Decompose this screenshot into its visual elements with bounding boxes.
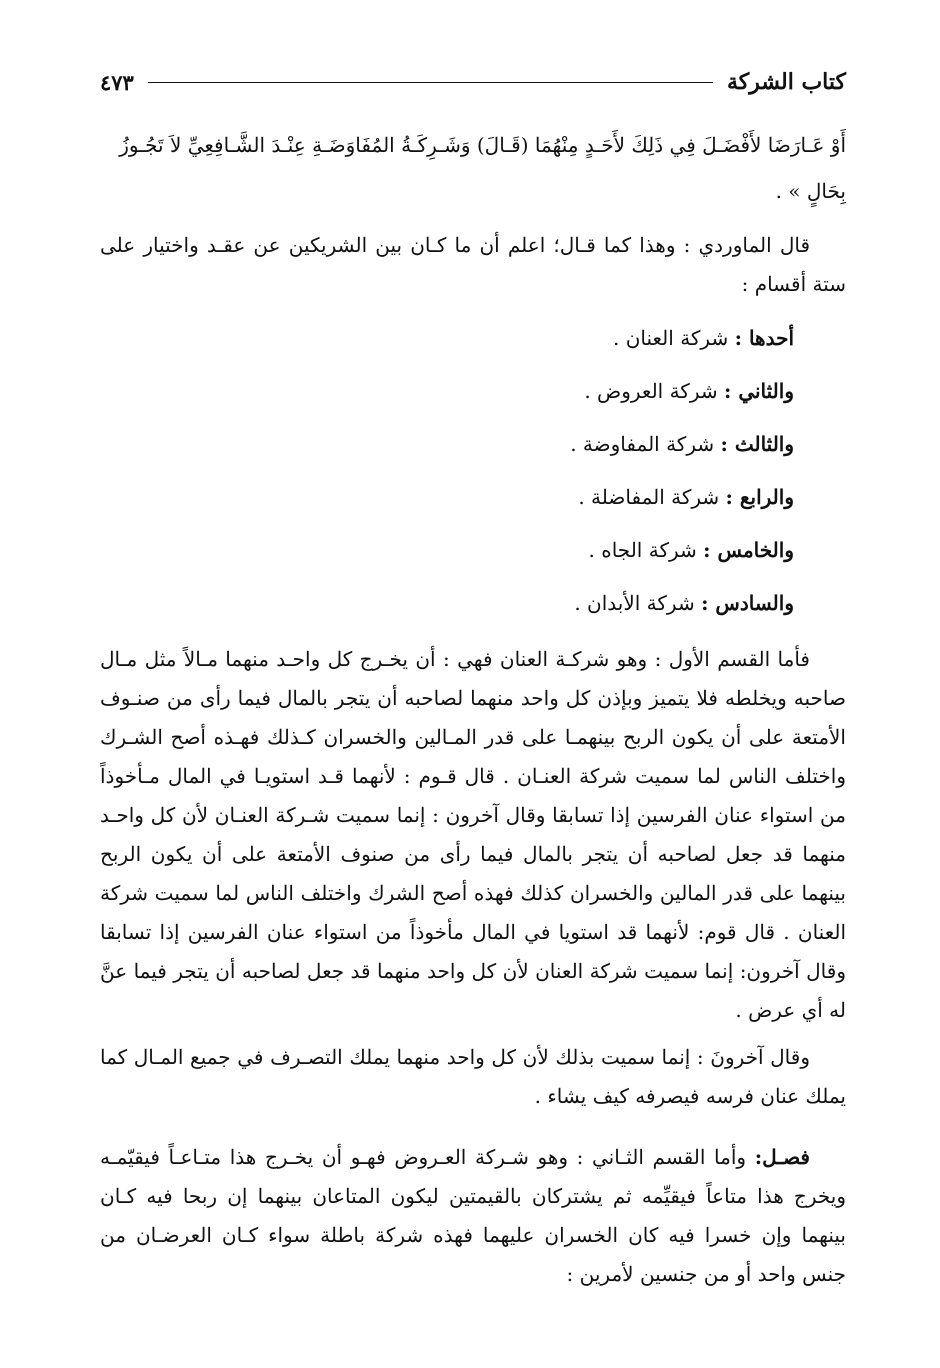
list-item <box>100 577 794 630</box>
page-number: ٤٧٣ <box>100 69 134 95</box>
list-item-text: شركة العنان . <box>613 326 729 350</box>
list-item-label: والخامس : <box>703 538 794 562</box>
list-item-label: والثالث : <box>720 432 794 456</box>
quote-line-1: أَوْ عَـارَضَا لأَفْضَـلَ فِي ذَلِكَ لأَحَـدٍ مِنْهُمَا (قَـالَ) وَشَـرِكَـةُ المُفَاوَضَـةِ عِنْـدَ الشَّـافِعِيِّ لاَ تَجُـوزُ <box>119 133 846 157</box>
list-item-label: أحدها : <box>734 326 794 350</box>
list-item-text: شركة الجاه . <box>588 538 697 562</box>
section-paragraph <box>100 1138 846 1294</box>
list-item <box>100 312 794 365</box>
list-item-label: والرابع : <box>725 485 794 509</box>
page-body <box>100 122 846 1302</box>
header-rule <box>148 82 713 83</box>
section-label: فصـل: <box>754 1145 810 1169</box>
list-item-text: شركة المفاضلة . <box>578 485 720 509</box>
list-item-label: والثاني : <box>723 379 794 403</box>
list-item-text: شركة العروض . <box>584 379 718 403</box>
list-item-text: شركة المفاوضة . <box>570 432 715 456</box>
list-item-label: والسادس : <box>701 591 794 615</box>
running-header <box>100 62 846 102</box>
intro-paragraph: قال الماوردي : وهذا كما قـال؛ اعلم أن ما كـان بين الشريكين عن عقـد واختيار على ستة أقسام : <box>100 233 846 296</box>
list-item <box>100 524 794 577</box>
other-opinion-paragraph: وقال آخرونَ : إنما سميت بذلك لأن كل واحد منهما يملك التصـرف في جميع المـال كما يملك عنان فرسه فيصرفه كيف يشاء . <box>100 1045 846 1108</box>
matn-quote <box>100 122 846 214</box>
list-item <box>100 365 794 418</box>
section-text: وأما القسم الثـاني : وهو شـركة العـروض فهـو أن يخـرج هذا متـاعـاً فيقيّمـه ويخرج هذا متاعاً فيقيِّمه ثم يشتركان بالقيمتين ليكون المتاعان بينهما إن ربحا فيه كـان بينهما وإن خسرا فيه كان الخسران عليهما فهذه شركة باطلة سواء كـان العرضـان من جنس واحد أو من جنسين لأمرين : <box>100 1145 846 1286</box>
partnership-types-list <box>100 312 846 630</box>
quote-line-2: بِحَالٍ » . <box>775 179 846 203</box>
chapter-title: كتاب الشركة <box>726 69 846 95</box>
list-item <box>100 471 794 524</box>
list-item <box>100 418 794 471</box>
list-item-text: شركة الأبدان . <box>574 591 695 615</box>
inan-paragraph: فأما القسم الأول : وهو شركـة العنان فهي : أن يخـرج كل واحـد منهما مـالاً مثل مـال صاحبه ويخلطه فلا يتميز وبإذن كل واحد منهما لصاحبه أن يتجر بالمال فيما رأى من صنـوف الأمتعة على أن يكون الربح بينهمـا على قدر المـالين والخسران كـذلك فهـذه أصح الشـرك واختلف الناس لما سميت شركة العنـان . قال قـوم : لأنهما قـد استويـا في المال مـأخوذاً من استواء عنان الفرسين إذا تسابقا وقال آخرون : إنما سميت شـركة العنـان لأن كل واحـد منهما قد جعل لصاحبه أن يتجر بالمال فيما رأى من صنوف الأمتعة على أن يكون الربح بينهما على قدر المالين والخسران كذلك فهذه أصح الشرك واختلف الناس لما سميت شركة العنان . قال قوم: لأنهما قد استويا في المال مأخوذاً من استواء عنان الفرسين إذا تسابقا وقال آخرون: إنما سميت شركة العنان لأن كل واحد منهما قد جعل لصاحبه أن يتجر فيما عنَّ له أي عرض . <box>100 647 846 1022</box>
